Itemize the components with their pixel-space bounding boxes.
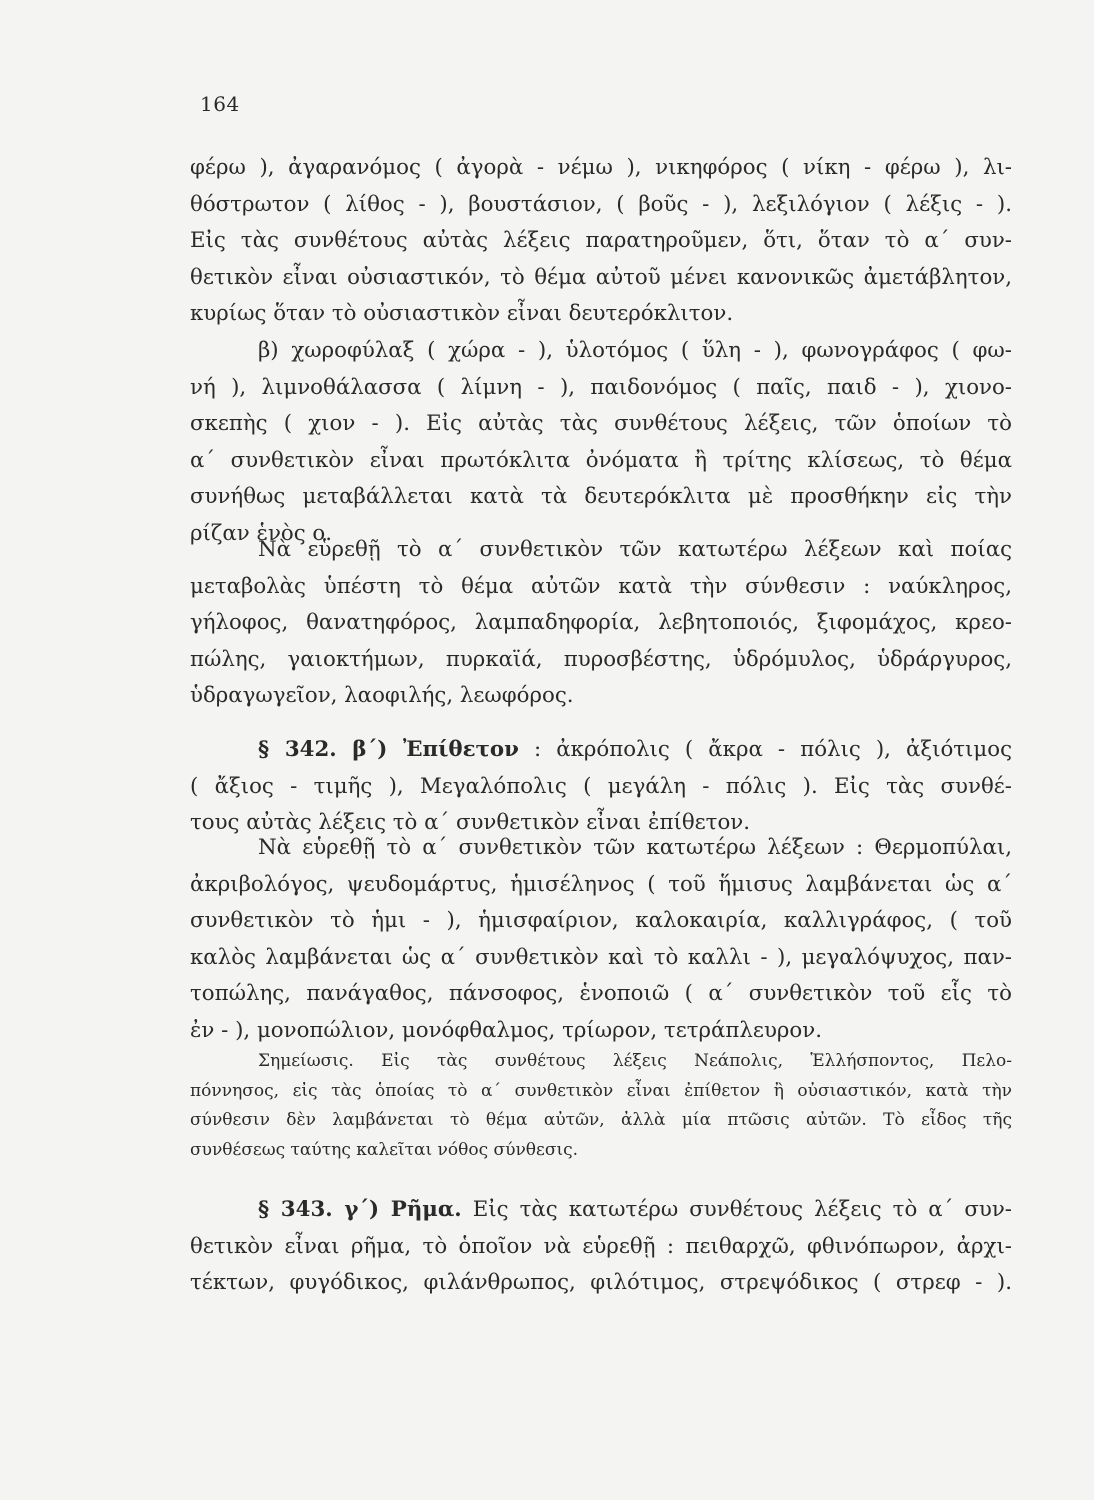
- text-line: θετικὸν εἶναι οὐσιαστικόν, τὸ θέμα αὐτοῦ μένει κανονικῶς ἀμετάβλητον,: [190, 264, 1012, 290]
- section-heading: § 342. β΄) Ἐπίθετον: [258, 737, 519, 762]
- note-line: Σημείωσις. Εἰς τὰς συνθέτους λέξεις Νεάπολις, Ἑλλήσποντος, Πελο-: [258, 1051, 1012, 1071]
- note: [190, 1047, 1012, 1165]
- text-line: τους αὐτὰς λέξεις τὸ α΄ συνθετικὸν εἶναι ἐπίθετον.: [190, 810, 750, 835]
- text-line: ( ἄξιος - τιμῆς ), Μεγαλόπολις ( μεγάλη - πόλις ). Εἰς τὰς συνθέ-: [190, 773, 1012, 799]
- paragraph-2: [190, 333, 1012, 552]
- text-line: πώλης, γαιοκτήμων, πυρκαϊά, πυροσβέστης, ὑδρόμυλος, ὑδράργυρος,: [190, 646, 1012, 672]
- text-line: νή ), λιμνοθάλασσα ( λίμνη - ), παιδονόμος ( παῖς, παιδ - ), χιονο-: [190, 374, 1012, 400]
- text-line: συνθετικὸν τὸ ἡμι - ), ἡμισφαίριον, καλοκαιρία, καλλιγράφος, ( τοῦ: [190, 908, 1012, 933]
- paragraph-1: [190, 150, 1012, 333]
- text-line: ἀκριβολόγος, ψευδομάρτυς, ἡμισέληνος ( τοῦ ἥμισυς λαμβάνεται ὡς α΄: [190, 871, 1012, 897]
- text-line: Εἰς τὰς συνθέτους αὐτὰς λέξεις παρατηροῦμεν, ὅτι, ὅταν τὸ α΄ συν-: [190, 228, 1012, 253]
- note-line: πόννησος, εἰς τὰς ὁποίας τὸ α΄ συνθετικὸν εἶναι ἐπίθετον ἢ οὐσιαστικόν, κατὰ τὴν: [190, 1080, 1012, 1101]
- text-line: σκεπὴς ( χιον - ). Εἰς αὐτὰς τὰς συνθέτους λέξεις, τῶν ὁποίων τὸ: [190, 411, 1012, 436]
- text-line: καλὸς λαμβάνεται ὡς α΄ συνθετικὸν καὶ τὸ καλλι - ), μεγαλόψυχος, παν-: [190, 944, 1012, 970]
- text-line: β) χωροφύλαξ ( χώρα - ), ὑλοτόμος ( ὕλη - ), φωνογράφος ( φω-: [258, 338, 1012, 363]
- text-line: ἐν - ), μονοπώλιον, μονόφθαλμος, τρίωρον, τετράπλευρον.: [190, 1017, 822, 1043]
- text-line: θετικὸν εἶναι ρῆμα, τὸ ὁποῖον νὰ εὑρεθῇ : πειθαρχῶ, φθινόπωρον, ἀρχι-: [190, 1233, 1012, 1259]
- text-line: συνήθως μεταβάλλεται κατὰ τὰ δευτερόκλιτα μὲ προσθήκην εἰς τὴν: [190, 484, 1012, 509]
- section-343: [190, 1192, 1012, 1302]
- text-line: φέρω ), ἀγαρανόμος ( ἀγορὰ - νέμω ), νικηφόρος ( νίκη - φέρω ), λι-: [190, 155, 1012, 180]
- section-343-line: § 343. γ΄) Ρῆμα. Εἰς τὰς κατωτέρω συνθέτους λέξεις τὸ α΄ συν-: [258, 1197, 1012, 1222]
- text-line: α΄ συνθετικὸν εἶναι πρωτόκλιτα ὀνόματα ἢ τρίτης κλίσεως, τὸ θέμα: [190, 447, 1012, 473]
- paragraph-4: [190, 830, 1012, 1049]
- text-line: Νὰ εὑρεθῇ τὸ α΄ συνθετικὸν τῶν κατωτέρω λέξεων : Θερμοπύλαι,: [258, 835, 1012, 860]
- text-line: ρίζαν ἑνὸς ο.: [190, 520, 332, 546]
- text-line: γήλοφος, θανατηφόρος, λαμπαδηφορία, λεβητοποιός, ξιφομάχος, κρεο-: [190, 610, 1012, 635]
- text-line: θόστρωτον ( λίθος - ), βουστάσιον, ( βοῦς - ), λεξιλόγιον ( λέξις - ).: [190, 191, 1012, 217]
- text-line: τοπώλης, πανάγαθος, πάνσοφος, ἑνοποιῶ ( α΄ συνθετικὸν τοῦ εἷς τὸ: [190, 981, 1012, 1006]
- paragraph-3: [190, 532, 1012, 715]
- section-heading: § 343. γ΄) Ρῆμα.: [258, 1197, 462, 1222]
- text-line: μεταβολὰς ὑπέστη τὸ θέμα αὐτῶν κατὰ τὴν σύνθεσιν : ναύκληρος,: [190, 573, 1012, 599]
- text-line: ὑδραγωγεῖον, λαοφιλής, λεωφόρος.: [190, 683, 574, 708]
- note-line: συνθέσεως ταύτης καλεῖται νόθος σύνθεσις.: [190, 1139, 579, 1160]
- page-number: 164: [200, 92, 240, 116]
- text-line: κυρίως ὅταν τὸ οὐσιαστικὸν εἶναι δευτερόκλιτον.: [190, 301, 734, 326]
- text-line: τέκτων, φυγόδικος, φιλάνθρωπος, φιλότιμος, στρεψόδικος ( στρεφ - ).: [190, 1270, 1012, 1295]
- section-342: [190, 732, 1012, 842]
- note-line: σύνθεσιν δὲν λαμβάνεται τὸ θέμα αὐτῶν, ἀλλὰ μία πτῶσις αὐτῶν. Τὸ εἶδος τῆς: [190, 1110, 1012, 1131]
- section-342-line: § 342. β΄) Ἐπίθετον : ἀκρόπολις ( ἄκρα - πόλις ), ἀξιότιμος: [258, 737, 1012, 762]
- text-line: Νὰ εὑρεθῇ τὸ α΄ συνθετικὸν τῶν κατωτέρω λέξεων καὶ ποίας: [258, 537, 1012, 562]
